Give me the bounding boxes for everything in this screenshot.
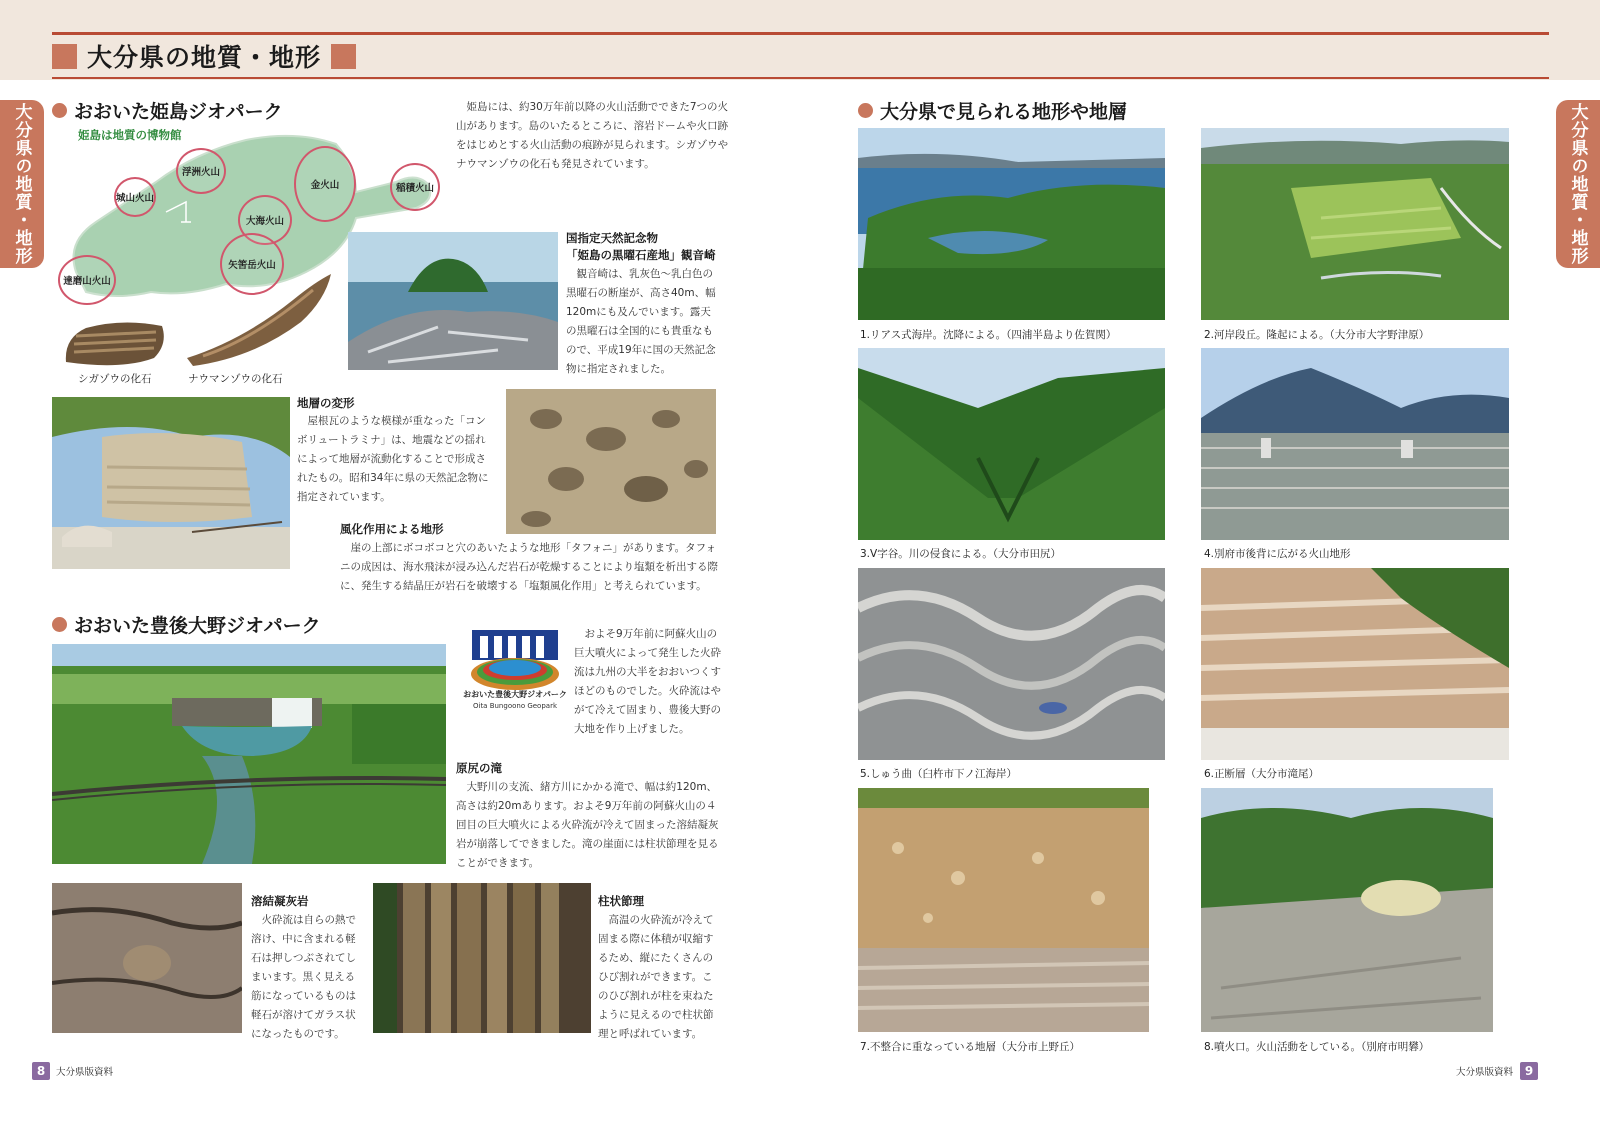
fossil-caption-naumann: ナウマンゾウの化石 [188,373,283,385]
page-number-right: 9 [1520,1062,1538,1080]
himeshima-intro: 姫島には、約30万年前以降の火山活動でできた7つの火山があります。島のいたるところに、溶岩ドームや火口跡をはじめとする火山活動の痕跡が見られます。シガゾウやナウマンゾウの化石も発見されています。 [456,101,729,170]
bullet-dot [52,617,67,632]
tuff-text: 火砕流は自らの熱で溶け、中に含まれる軽石は押しつぶされてしまいます。黒く見える筋になっているものは軽石が溶けてガラス状になったものです。 [251,914,356,1040]
columnar-text: 高温の火砕流が冷えて固まる際に体積が収縮するため、縦にたくさんのひび割れができます。このひび割れが柱を束ねたように見えるので柱状節理と呼ばれています。 [598,914,714,1040]
bungo-intro: およそ9万年前に阿蘇火山の巨大噴火によって発生した火砕流は九州の大半をおおいつくすほどのものでした。火砕流はやがて冷えて固まり、豊後大野の大地を作り上げました。 [574,628,721,735]
landform-photo-1 [858,128,1165,320]
landform-photo-6 [1201,568,1509,760]
section-heading-himeshima [52,97,283,124]
title-square-right [331,44,356,69]
welded-tuff-photo [52,883,242,1033]
landform-photo-2 [1201,128,1509,320]
landform-caption-6: 6.正断層（大分市滝尾） [1204,768,1320,780]
landform-caption-4: 4.別府市後背に広がる火山地形 [1204,548,1351,560]
section-title: おおいた姫島ジオパーク [74,101,283,123]
section-title: おおいた豊後大野ジオパーク [74,615,321,637]
header-bottom-rule [52,77,1549,79]
deform-text: 屋根瓦のような模様が重なった「コンボリュートラミナ」は、地震などの揺れによって地層が流動化することで形成されたもの。昭和34年に県の天然記念物に指定されています。 [297,415,489,503]
geopark-logo-text: おおいた豊後大野ジオパーク [463,690,567,699]
kannonzaki-photo [348,232,558,370]
harajiri-text: 大野川の支流、緒方川にかかる滝で、幅は約120m、高さは約20mあります。およそ9万年前の阿蘇火山の４回目の巨大噴火による火砕流が冷えて固まった溶結凝灰岩が崩落してできました。滝の崖面には柱状節理を見ることができます。 [456,781,719,869]
volcano-omi: 大海火山 [238,195,292,245]
landform-caption-7: 7.不整合に重なっている地層（大分市上野丘） [860,1041,1081,1053]
kannon-title-1: 国指定天然記念物 [566,231,658,245]
landform-caption-5: 5.しゅう曲（臼杵市下ノ江海岸） [860,768,1018,780]
side-tab-left: 大分県の地質・地形 [0,100,44,268]
geopark-logo-en: Oita Bungoono Geopark [472,702,558,710]
page-number-left: 8 [32,1062,50,1080]
volcano-darumayama: 達磨山火山 [58,255,116,305]
header-top-rule [52,32,1549,35]
section-heading-bungo [52,611,321,638]
page-title: 大分県の地質・地形 [87,43,322,72]
section-title: 大分県で見られる地形や地層 [880,101,1128,123]
side-tab-right: 大分県の地質・地形 [1556,100,1600,268]
landform-caption-3: 3.V字谷。川の侵食による。（大分市田尻） [860,548,1061,560]
map-label: 姫島は地質の博物館 [78,128,182,142]
bullet-dot [858,103,873,118]
landform-photo-7 [858,788,1149,1032]
volcano-inazumi: 稲積火山 [390,163,440,211]
columnar-title: 柱状節理 [598,894,644,908]
landform-caption-1: 1.リアス式海岸。沈降による。（四浦半島より佐賀関） [860,329,1117,341]
tuff-title: 溶結凝灰岩 [251,894,309,908]
volcano-kin: 金火山 [294,146,356,222]
landform-photo-5 [858,568,1165,760]
landform-photo-8 [1201,788,1493,1032]
weather-text: 崖の上部にボコボコと穴のあいたような地形「タフォニ」があります。タフォニの成因は、海水飛沫が浸み込んだ岩石が乾燥することにより塩類を析出する際に、発生する結晶圧が岩石を破壊する「塩類風化作用」と考えられています。 [340,542,718,592]
harajiri-waterfall-photo [52,644,446,864]
bullet-dot [52,103,67,118]
harajiri-title: 原尻の滝 [456,761,502,775]
volcano-ukisu: 浮洲火山 [176,148,226,194]
landform-photo-4 [1201,348,1509,540]
landform-photo-3 [858,348,1165,540]
section-heading-landforms [858,97,1127,124]
volcano-shiroyama: 城山火山 [114,177,156,217]
tafoni-photo [506,389,716,534]
landform-caption-2: 2.河岸段丘。隆起による。（大分市大字野津原） [1204,329,1430,341]
page-label-right: 大分県版資料 [1456,1067,1514,1078]
shigazou-fossil-image [62,318,170,370]
kannon-text: 観音崎は、乳灰色〜乳白色の黒曜石の断崖が、高さ40m、幅120mにも及んでいます。露天の黒曜石は全国的にも貴重なもので、平成19年に国の天然記念物に指定されました。 [566,268,716,375]
title-square-left [52,44,77,69]
strata-deformation-photo [52,397,290,569]
deform-title: 地層の変形 [297,396,355,410]
weather-title: 風化作用による地形 [340,522,444,536]
naumannzou-fossil-image [183,270,335,368]
landform-caption-8: 8.噴火口。火山活動をしている。（別府市明礬） [1204,1041,1430,1053]
kannon-title-2: 「姫島の黒曜石産地」観音崎 [566,248,716,262]
page-label-left: 大分県版資料 [56,1067,114,1078]
fossil-caption-shiga: シガゾウの化石 [78,373,152,385]
volcano-yahazudake: 矢筈岳火山 [220,233,284,295]
page-title-block [52,38,356,74]
columnar-joint-photo [373,883,591,1033]
